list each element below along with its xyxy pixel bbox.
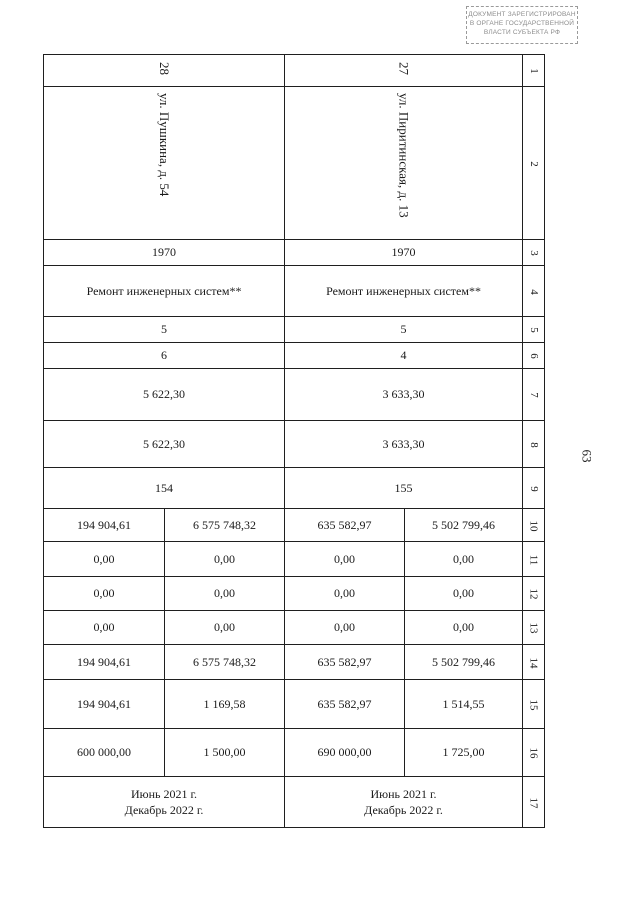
table-cell: 0,00 [405,542,523,577]
table-cell: 635 582,97 [285,645,405,680]
table-row [44,509,545,542]
table-row [44,317,545,343]
table-row [44,468,545,509]
table-cell: 635 582,97 [285,509,405,542]
table-cell: 1 514,55 [405,680,523,729]
table-row [44,777,545,828]
table-cell: 5 [44,317,285,343]
table-cell: 5 622,30 [44,421,285,468]
table-cell: 6 575 748,32 [165,645,285,680]
table-row [44,240,545,266]
table-cell: 0,00 [44,577,165,611]
table-cell: 0,00 [405,611,523,645]
row-number: 5 [523,317,545,343]
row-number: 16 [523,729,545,777]
table-row [44,577,545,611]
table-cell: 154 [44,468,285,509]
stamp-line: В ОРГАНЕ ГОСУДАРСТВЕННОЙ [469,20,575,27]
table-cell: 0,00 [44,611,165,645]
row-number: 14 [523,645,545,680]
period-start: Июнь 2021 г. [130,787,198,801]
table-cell: 635 582,97 [285,680,405,729]
table-cell: Ремонт инженерных систем** [44,266,285,317]
table-row [44,55,545,87]
table-row [44,421,545,468]
object-number: 28 [44,55,285,87]
table-cell: 0,00 [165,577,285,611]
table-cell: 0,00 [44,542,165,577]
work-period [285,777,523,828]
row-number: 17 [523,777,545,828]
period-start: Июнь 2021 г. [370,787,437,801]
table-cell: 0,00 [405,577,523,611]
table-cell: 5 502 799,46 [405,509,523,542]
row-number: 4 [523,266,545,317]
period-end: Декабрь 2022 г. [364,803,443,817]
table-cell: 194 904,61 [44,509,165,542]
stamp-line: ДОКУМЕНТ ЗАРЕГИСТРИРОВАН [468,11,576,18]
table-cell: 0,00 [285,542,405,577]
row-number: 8 [523,421,545,468]
table-cell: 0,00 [285,611,405,645]
row-number: 15 [523,680,545,729]
table-cell: 194 904,61 [44,645,165,680]
row-number: 11 [523,542,545,577]
table-row [44,343,545,369]
table-cell: 6 575 748,32 [165,509,285,542]
object-address: ул. Пиритинская, д. 13 [285,87,523,240]
table-row [44,369,545,421]
row-number: 12 [523,577,545,611]
row-number: 3 [523,240,545,266]
row-number: 7 [523,369,545,421]
object-table [43,54,545,828]
table-row [44,645,545,680]
table-cell: 1 500,00 [165,729,285,777]
table-cell: 1970 [285,240,523,266]
object-address: ул. Пушкина, д. 54 [44,87,285,240]
table-cell: 3 633,30 [285,369,523,421]
table-cell: 1 169,58 [165,680,285,729]
page-number: 63 [579,449,595,463]
table-row [44,87,545,240]
table-cell: 0,00 [165,542,285,577]
table-cell: 600 000,00 [44,729,165,777]
table-cell: 5 [285,317,523,343]
table-cell: 5 502 799,46 [405,645,523,680]
row-number: 13 [523,611,545,645]
table-row [44,266,545,317]
table-cell: 3 633,30 [285,421,523,468]
table-cell: 0,00 [165,611,285,645]
table-cell: 6 [44,343,285,369]
row-number: 6 [523,343,545,369]
row-number: 1 [523,55,545,87]
table-cell: 1 725,00 [405,729,523,777]
row-number: 9 [523,468,545,509]
object-number: 27 [285,55,523,87]
table-cell: 690 000,00 [285,729,405,777]
period-end: Декабрь 2022 г. [124,803,204,817]
table-row [44,542,545,577]
table-cell: 1970 [44,240,285,266]
table-cell: 0,00 [285,577,405,611]
table-cell: Ремонт инженерных систем** [285,266,523,317]
registration-stamp [466,6,578,44]
work-period [44,777,285,828]
table-row [44,680,545,729]
table-cell: 5 622,30 [44,369,285,421]
table-cell: 155 [285,468,523,509]
table-row [44,611,545,645]
row-number: 10 [523,509,545,542]
table-row [44,729,545,777]
stamp-line: ВЛАСТИ СУБЪЕКТА РФ [483,29,561,36]
row-number: 2 [523,87,545,240]
table-cell: 4 [285,343,523,369]
table-cell: 194 904,61 [44,680,165,729]
